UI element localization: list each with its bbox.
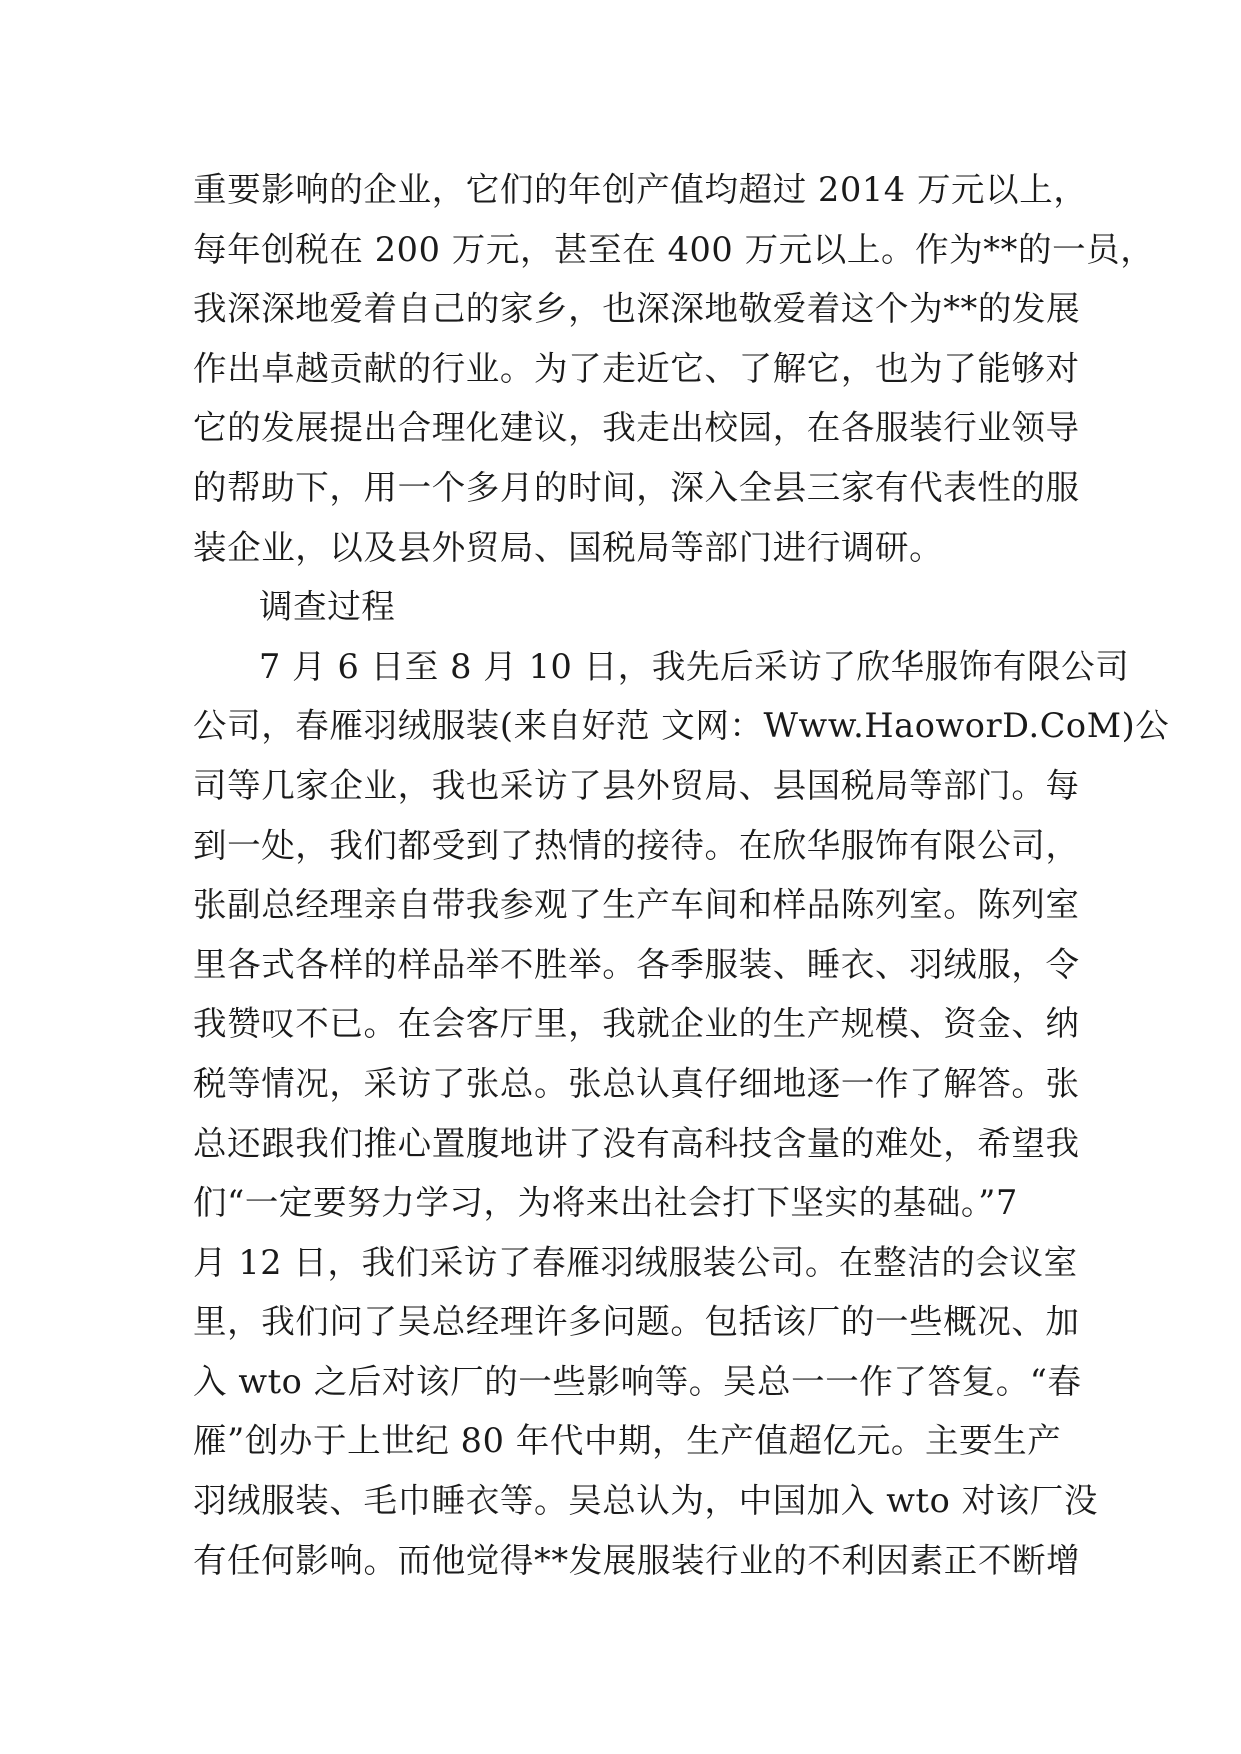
text-line: 作出卓越贡献的行业。为了走近它、了解它，也为了能够对 xyxy=(193,348,1080,388)
paragraph-survey-process xyxy=(193,637,1170,1591)
text-line: 到一处，我们都受到了热情的接待。在欣华服饰有限公司， xyxy=(193,825,1080,865)
text-line: 里各式各样的样品举不胜举。各季服装、睡衣、羽绒服，令 xyxy=(193,944,1080,984)
text-line: 司等几家企业，我也采访了县外贸局、县国税局等部门。每 xyxy=(193,765,1080,805)
text-line: 装企业，以及县外贸局、国税局等部门进行调研。 xyxy=(193,527,944,567)
text-line: 里，我们问了吴总经理许多问题。包括该厂的一些概况、加 xyxy=(193,1302,1080,1342)
text-line: 我赞叹不已。在会客厅里，我就企业的生产规模、资金、纳 xyxy=(193,1004,1080,1044)
paragraph-intro xyxy=(193,160,1155,577)
text-line: 月 12 日，我们采访了春雁羽绒服装公司。在整洁的会议室 xyxy=(193,1242,1078,1282)
text-line: 公司，春雁羽绒服装(来自好范 文网：Www.HaoworD.CoM)公 xyxy=(193,706,1170,746)
text-line: 总还跟我们推心置腹地讲了没有高科技含量的难处，希望我 xyxy=(193,1123,1080,1163)
text-line: 税等情况，采访了张总。张总认真仔细地逐一作了解答。张 xyxy=(193,1063,1080,1103)
text-line: 张副总经理亲自带我参观了生产车间和样品陈列室。陈列室 xyxy=(193,885,1080,925)
text-line: 的帮助下，用一个多月的时间，深入全县三家有代表性的服 xyxy=(193,467,1080,507)
text-line: 有任何影响。而他觉得**发展服装行业的不利因素正不断增 xyxy=(193,1540,1081,1580)
text-line: 雁”创办于上世纪 80 年代中期，生产值超亿元。主要生产 xyxy=(193,1421,1062,1461)
text-line: 它的发展提出合理化建议，我走出校园，在各服装行业领导 xyxy=(193,408,1080,448)
text-line: 我深深地爱着自己的家乡，也深深地敬爱着这个为**的发展 xyxy=(193,289,1081,329)
text-line: 每年创税在 200 万元，甚至在 400 万元以上。作为**的一员， xyxy=(193,229,1155,269)
text-line: 羽绒服装、毛巾睡衣等。吴总认为，中国加入 wto 对该厂没 xyxy=(193,1481,1099,1521)
section-heading: 调查过程 xyxy=(259,587,396,627)
text-line: 7 月 6 日至 8 月 10 日，我先后采访了欣华服饰有限公司 xyxy=(259,646,1130,686)
text-line: 入 wto 之后对该厂的一些影响等。吴总一一作了答复。“春 xyxy=(193,1361,1082,1401)
text-line: 重要影响的企业，它们的年创产值均超过 2014 万元以上， xyxy=(193,170,1088,209)
document-body xyxy=(193,160,1170,1590)
text-line: 们“一定要努力学习，为将来出社会打下坚实的基础。”7 xyxy=(193,1183,1018,1223)
